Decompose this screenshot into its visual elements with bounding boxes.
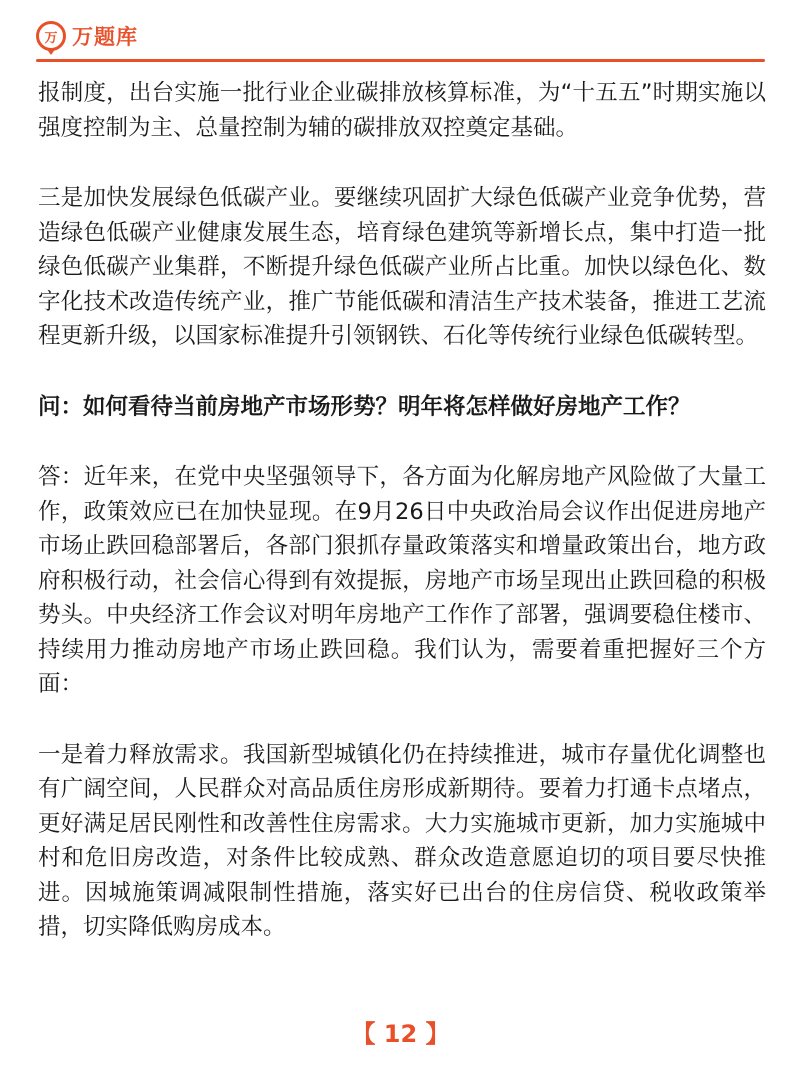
paragraph-green-industry: 三是加快发展绿色低碳产业。要继续巩固扩大绿色低碳产业竞争优势，营造绿色低碳产业健康发展生态，培育绿色建筑等新增长点，集中打造一批绿色低碳产业集群，不断提升绿色低碳产业所占比重。加快以绿色化、数字化技术改造传统产业，推广节能低碳和清洁生产技术装备，推进工艺流程更新升级，以国家标准提升引领钢铁、石化等传统行业绿色低碳转型。 — [38, 185, 766, 349]
answer-real-estate: 答：近年来，在党中央坚强领导下，各方面为化解房地产风险做了大量工作，政策效应已在加快显现。在9月26日中央政治局会议作出促进房地产市场止跌回稳部署后，各部门狠抓存量政策落实和增量政策出台，地方政府积极行动，社会信心得到有效提振，房地产市场呈现出止跌回稳的积极势头。中央经济工作会议对明年房地产工作作了部署，强调要稳住楼市、持续用力推动房地产市场止跌回稳。我们认为，需要着重把握好三个方面： — [38, 464, 766, 697]
paragraph-carbon-accounting: 报制度，出台实施一批行业企业碳排放核算标准，为“十五五”时期实施以强度控制为主、总量控制为辅的碳排放双控奠定基础。 — [38, 80, 766, 141]
question-real-estate: 问：如何看待当前房地产市场形势？明年将怎样做好房地产工作？ — [38, 393, 691, 420]
document-body — [38, 76, 766, 981]
logo-glyph: 万 — [44, 30, 58, 46]
paragraph-release-demand: 一是着力释放需求。我国新型城镇化仍在持续推进，城市存量优化调整也有广阔空间，人民群众对高品质住房形成新期待。要着力打通卡点堵点，更好满足居民刚性和改善性住房需求。大力实施城市更新，加力实施城中村和危旧房改造，对条件比较成熟、群众改造意愿迫切的项目要尽快推进。因城施策调减限制性措施，落实好已出台的住房信贷、税收政策举措，切实降低购房成本。 — [38, 741, 766, 940]
header-divider — [36, 59, 765, 62]
page-header — [36, 18, 138, 54]
brand-name: 万题库 — [72, 25, 138, 49]
page-number: 【 12 】 — [351, 1020, 450, 1048]
brand-logo-icon — [36, 21, 66, 51]
